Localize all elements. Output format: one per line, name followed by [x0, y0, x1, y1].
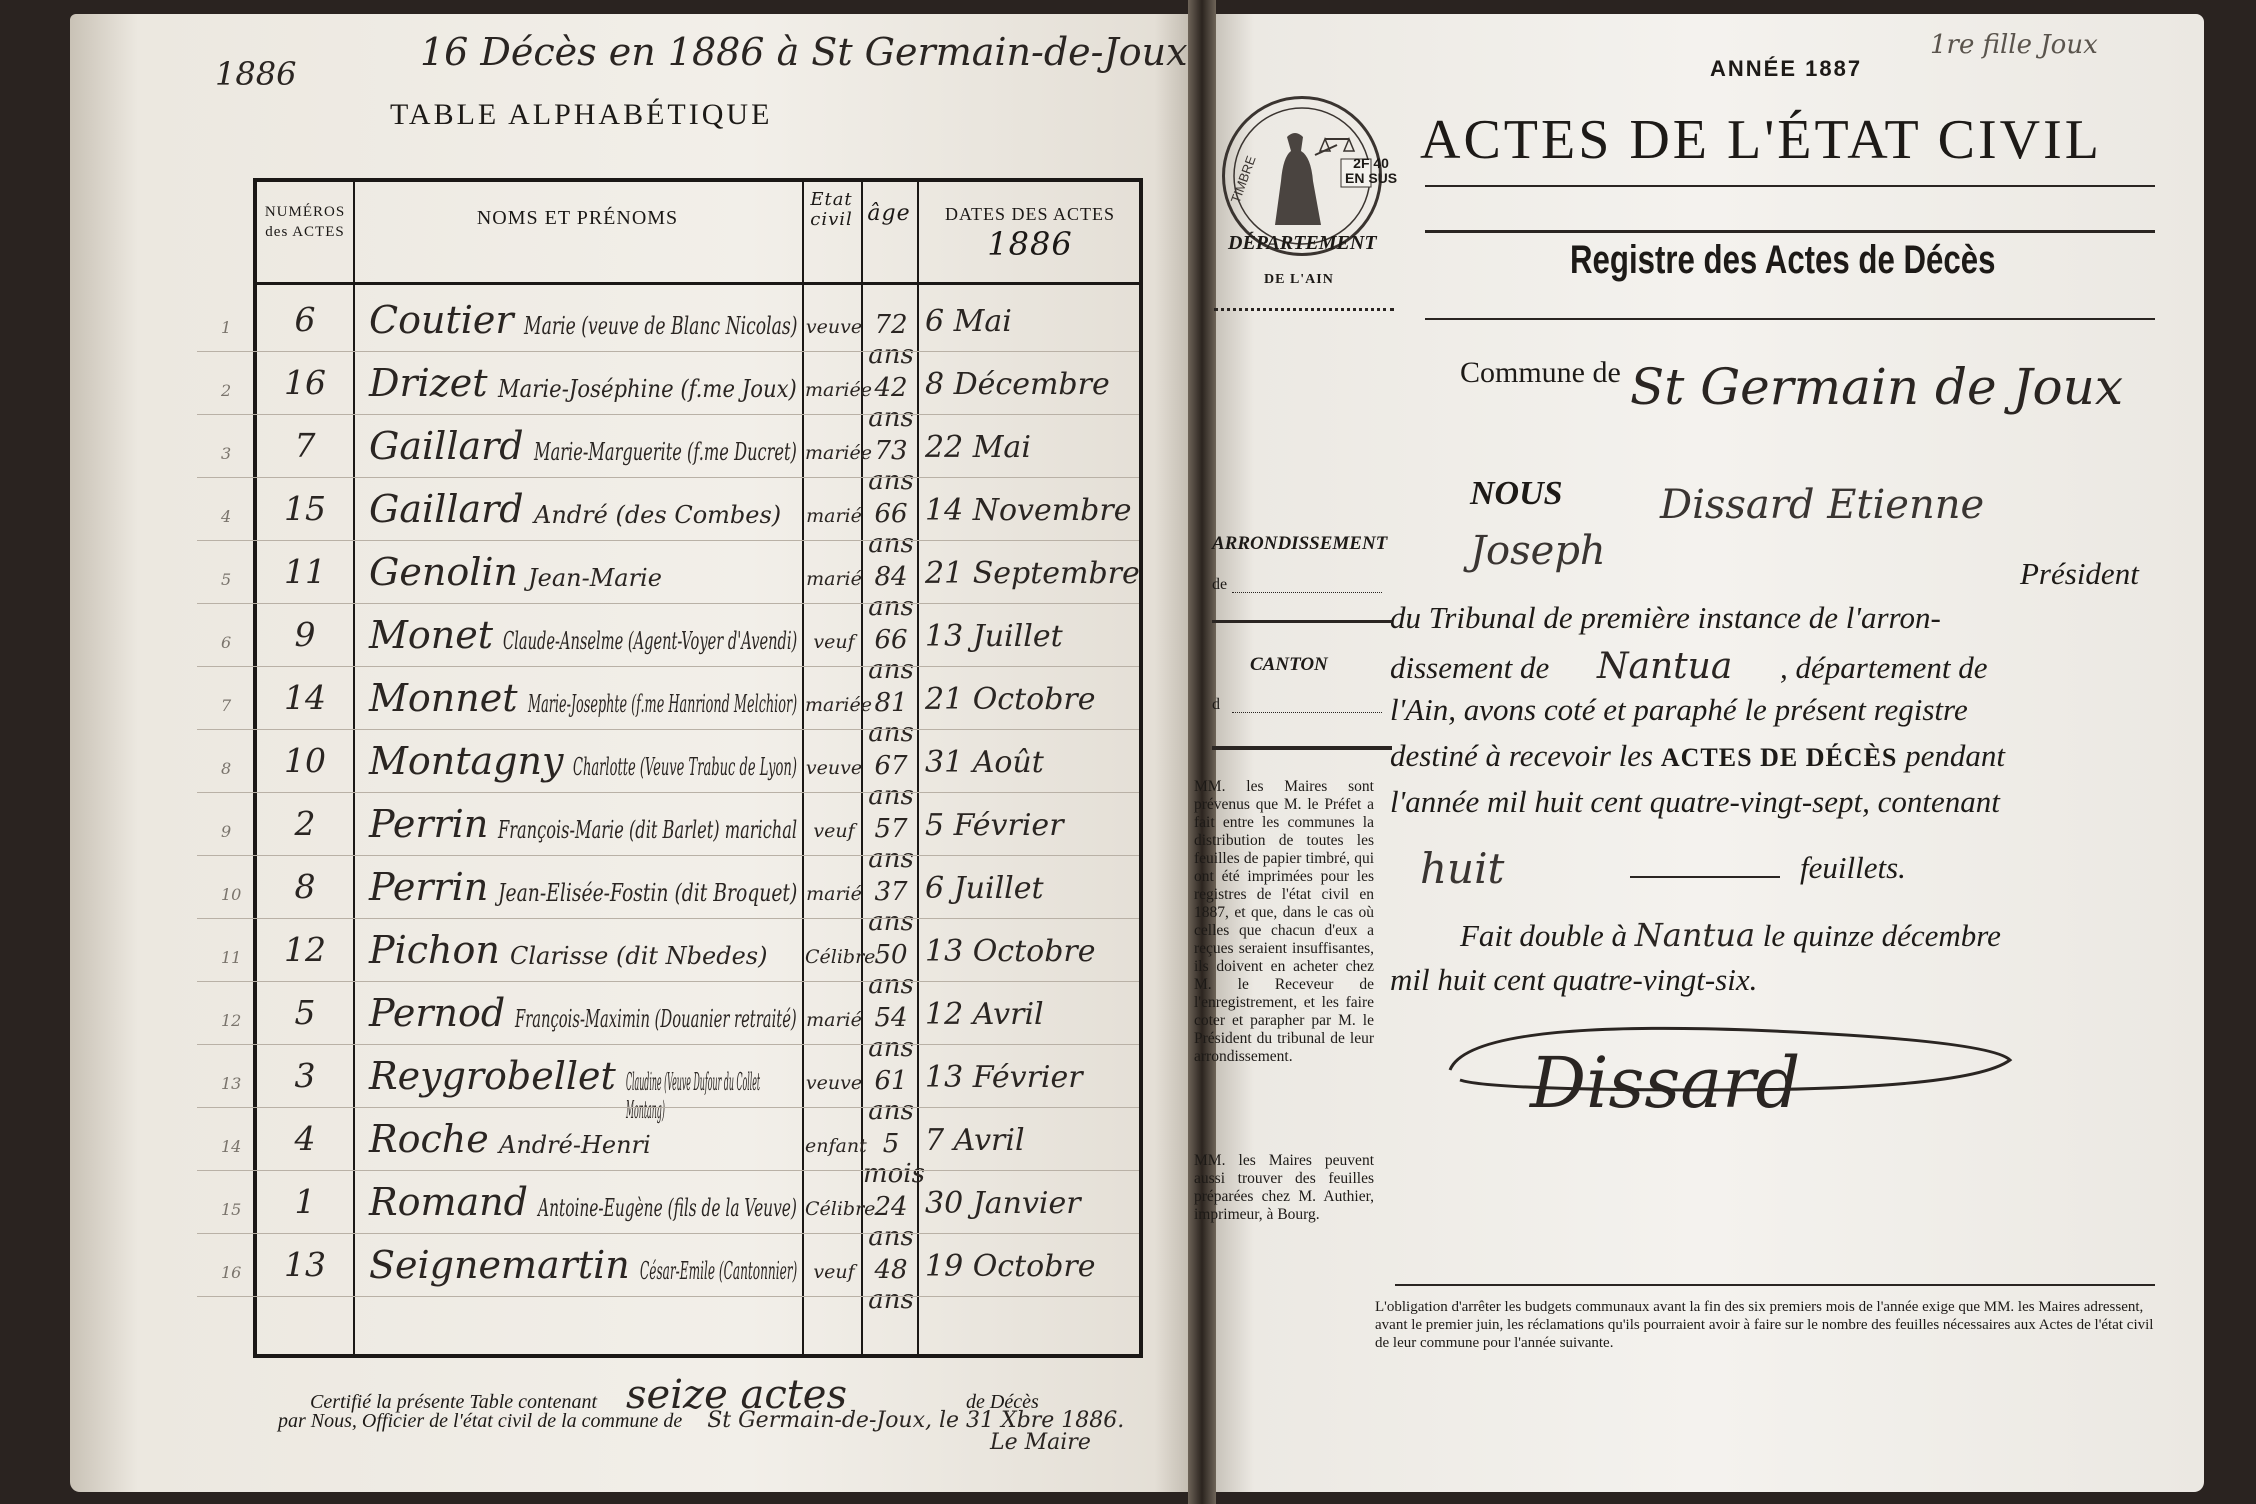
cert-commune-date: St Germain-de-Joux, le 31 Xbre 1886. — [707, 1408, 1125, 1433]
row-civil-status: veuf — [813, 1261, 855, 1283]
row-given-names: Claude-Anselme (Agent-Voyer d'Avendi) — [503, 627, 798, 655]
row-age: 50 ans — [868, 940, 914, 1000]
row-surname: Romand — [369, 1180, 528, 1224]
table-row — [221, 292, 1147, 370]
row-age: 57 ans — [868, 814, 914, 874]
header-numeros: NUMÉROS des ACTES — [264, 204, 346, 240]
row-given-names: Antoine-Eugène (fils de la Veuve) — [538, 1194, 797, 1222]
row-line-number: 2 — [221, 381, 232, 400]
text: pendant — [1905, 738, 2006, 773]
row-civil-status: mariée — [805, 442, 872, 464]
row-line-number: 5 — [221, 570, 232, 589]
row-line-number: 9 — [221, 822, 232, 841]
row-given-names: Jean-Marie — [528, 564, 662, 592]
table-row — [221, 670, 1147, 748]
cert-signature: Le Maire — [990, 1430, 1091, 1455]
table-row — [221, 1237, 1147, 1315]
ruled-line — [197, 918, 1139, 919]
row-line-number: 12 — [221, 1011, 242, 1030]
row-age: 24 ans — [868, 1192, 914, 1252]
row-given-names: Claudine (Veuve Dufour du Collet Montang) — [626, 1068, 761, 1124]
row-date: 21 Octobre — [925, 682, 1096, 717]
row-line-number: 15 — [221, 1200, 242, 1219]
header-etat: Etat civil — [810, 189, 853, 230]
ruled-line — [197, 477, 1139, 478]
cert-count: seize actes — [626, 1372, 847, 1418]
margin-note-1: MM. les Maires sont prévenus que M. le Préfet a fait entre les communes la distribution de toutes les feuilles de papier timbré, qui ont été imprimées pour les registres de l'état civil en 1887, et que, dans le cas où celles que chacun d'eux a reçues seraient insuffisantes, ils doivent en acheter chez M. le Receveur de l'enregistrement, et les faire coter et parapher par M. le Président du tribunal de leur arrondissement. — [1194, 778, 1374, 1065]
row-given-names: Charlotte (Veuve Trabuc de Lyon) — [573, 753, 797, 781]
row-civil-status: veuf — [813, 631, 855, 653]
book-spine — [1188, 0, 1216, 1504]
row-line-number: 11 — [221, 948, 242, 967]
row-surname: Monnet — [369, 676, 518, 720]
row-act-number: 16 — [284, 363, 326, 402]
row-civil-status: Célibre — [805, 946, 876, 968]
table-row — [221, 481, 1147, 559]
row-act-number: 14 — [284, 678, 326, 717]
row-surname: Gaillard — [369, 424, 524, 468]
footnote: L'obligation d'arrêter les budgets communaux avant la fin des six premiers mois de l'année exige que MM. les Maires adressent, avant le premier juin, les réclamations qu'ils pourraient avoir à faire sur le nombre des feuilles nécessaires aux Actes de l'état civil de leur commune pour l'année suivante. — [1375, 1299, 2154, 1351]
divider — [1425, 318, 2155, 320]
row-act-number: 5 — [294, 993, 316, 1032]
row-given-names: Marie-Josephte (f.me Hanriond Melchior) — [528, 690, 798, 718]
row-civil-status: mariée — [805, 379, 872, 401]
row-act-number: 3 — [294, 1056, 316, 1095]
table-row — [221, 544, 1147, 622]
row-line-number: 16 — [221, 1263, 242, 1282]
ruled-line — [197, 603, 1139, 604]
row-civil-status: marié — [806, 568, 862, 590]
nous-label: NOUS — [1470, 475, 1563, 512]
row-date: 12 Avril — [925, 997, 1044, 1032]
president-name: Dissard Etienne — [1660, 482, 1985, 528]
table-row — [221, 733, 1147, 811]
row-surname: Seignemartin — [369, 1243, 630, 1287]
row-surname: Drizet — [369, 361, 488, 405]
fill-line — [1630, 876, 1780, 878]
row-line-number: 13 — [221, 1074, 242, 1093]
ruled-line — [197, 1107, 1139, 1108]
corner-note: 1re fille Joux — [1930, 30, 2098, 60]
divider — [1212, 746, 1392, 750]
row-line-number: 4 — [221, 507, 232, 526]
row-given-names: André-Henri — [499, 1131, 651, 1159]
canton-d: d — [1212, 696, 1220, 713]
canton-label: CANTON — [1250, 654, 1328, 675]
row-act-number: 10 — [284, 741, 326, 780]
row-surname: Reygrobellet — [369, 1054, 616, 1098]
row-date: 6 Mai — [925, 304, 1012, 339]
table-row — [221, 985, 1147, 1063]
row-line-number: 14 — [221, 1137, 242, 1156]
ruled-line — [197, 1170, 1139, 1171]
row-age: 42 ans — [868, 373, 914, 433]
row-surname: Perrin — [369, 865, 489, 909]
arrondissement-value: Nantua — [1597, 646, 1733, 687]
row-given-names: Clarisse (dit Nbedes) — [510, 942, 768, 970]
register-title: Registre des Actes de Décès — [1570, 238, 1996, 282]
table-row — [221, 922, 1147, 1000]
table-row — [221, 418, 1147, 496]
row-act-number: 7 — [294, 426, 316, 465]
row-surname: Pernod — [369, 991, 506, 1035]
ruled-line — [197, 1296, 1139, 1297]
row-civil-status: enfant — [805, 1135, 867, 1157]
seal-text: TIMBRE — [1227, 153, 1259, 206]
row-act-number: 2 — [294, 804, 316, 843]
header-age: âge — [867, 201, 911, 226]
fill-line — [1232, 592, 1382, 593]
ruled-line — [197, 1044, 1139, 1045]
footnote-rule — [1395, 1284, 2155, 1286]
row-act-number: 12 — [284, 930, 326, 969]
row-given-names: César-Emile (Cantonnier) — [640, 1257, 798, 1285]
row-line-number: 7 — [221, 696, 232, 715]
table-row — [221, 796, 1147, 874]
table-row — [221, 607, 1147, 685]
text: , département de — [1780, 650, 1988, 685]
row-act-number: 11 — [284, 552, 326, 591]
row-age: 66 ans — [868, 499, 914, 559]
table-row — [221, 1048, 1147, 1126]
row-civil-status: marié — [806, 883, 862, 905]
signature-flourish — [1440, 1010, 2080, 1130]
fait-line — [1460, 916, 2001, 954]
row-act-number: 4 — [294, 1119, 316, 1158]
row-civil-status: veuf — [813, 820, 855, 842]
ruled-line — [197, 540, 1139, 541]
row-act-number: 15 — [284, 489, 326, 528]
row-age: 81 ans — [868, 688, 914, 748]
text-line-4 — [1390, 738, 2005, 774]
text-line-1: du Tribunal de première instance de l'arron- — [1390, 600, 1941, 635]
row-date: 14 Novembre — [925, 493, 1132, 528]
row-date: 6 Juillet — [925, 871, 1044, 906]
row-given-names: Marie (veuve de Blanc Nicolas) — [524, 312, 798, 340]
row-age: 73 ans — [868, 436, 914, 496]
row-date: 8 Décembre — [925, 367, 1110, 402]
row-age: 67 ans — [868, 751, 914, 811]
arrondissement-label: ARRONDISSEMENT — [1212, 533, 1388, 554]
row-date: 31 Août — [925, 745, 1044, 780]
seal-department: DÉPARTEMENT — [1228, 232, 1377, 254]
row-surname: Coutier — [369, 298, 514, 342]
header-dates: DATES DES ACTES — [944, 204, 1116, 224]
row-surname: Gaillard — [369, 487, 524, 531]
table-row — [221, 1174, 1147, 1252]
row-date: 22 Mai — [925, 430, 1031, 465]
row-age: 54 ans — [868, 1003, 914, 1063]
fait-line-2: mil huit cent quatre-vingt-six. — [1390, 962, 1758, 997]
row-civil-status: marié — [806, 505, 862, 527]
ruled-line — [197, 729, 1139, 730]
row-date: 30 Janvier — [925, 1186, 1081, 1221]
header-dates-year: 1886 — [987, 225, 1073, 263]
year-corner: 1886 — [215, 55, 297, 93]
ruled-line — [197, 855, 1139, 856]
row-date: 21 Septembre — [925, 556, 1140, 591]
president-signature: Dissard — [1530, 1042, 1801, 1124]
row-date: 5 Février — [925, 808, 1064, 843]
row-age: 61 ans — [868, 1066, 914, 1126]
ruled-line — [197, 792, 1139, 793]
row-age: 72 ans — [868, 310, 914, 370]
row-age: 66 ans — [868, 625, 914, 685]
row-age: 84 ans — [868, 562, 914, 622]
divider — [1212, 620, 1392, 623]
row-civil-status: veuve — [805, 1072, 863, 1094]
text-line-5: l'année mil huit cent quatre-vingt-sept, contenant — [1390, 784, 2000, 819]
row-date: 13 Juillet — [925, 619, 1063, 654]
row-given-names: Marie-Joséphine (f.me Joux) — [498, 375, 797, 403]
feuillets-label: feuillets. — [1800, 850, 1906, 885]
row-line-number: 10 — [221, 885, 242, 904]
seal-value: 2F 40 EN SUS — [1345, 155, 1398, 186]
fill-line — [1232, 712, 1382, 713]
margin-note-2: MM. les Maires peuvent aussi trouver des feuilles préparées chez M. Authier, imprimeur, à Bourg. — [1194, 1152, 1374, 1223]
divider — [1425, 230, 2155, 233]
row-age: 5 mois — [863, 1129, 925, 1189]
divider — [1425, 185, 2155, 187]
row-act-number: 6 — [294, 300, 316, 339]
commune-value: St Germain de Joux — [1630, 358, 2124, 416]
row-line-number: 1 — [221, 318, 232, 337]
row-date: 7 Avril — [925, 1123, 1025, 1158]
row-date: 19 Octobre — [925, 1249, 1096, 1284]
fait-place: Nantua — [1634, 916, 1756, 954]
row-surname: Genolin — [369, 550, 518, 594]
row-given-names: François-Maximin (Douanier retraité) — [515, 1005, 797, 1033]
row-age: 37 ans — [868, 877, 914, 937]
text-line-2 — [1390, 646, 1988, 687]
text: dissement de — [1390, 650, 1550, 685]
row-date: 13 Février — [925, 1060, 1083, 1095]
row-civil-status: marié — [806, 1009, 862, 1031]
row-surname: Monet — [369, 613, 494, 657]
row-act-number: 1 — [294, 1182, 316, 1221]
row-act-number: 9 — [294, 615, 316, 654]
row-surname: Pichon — [369, 928, 500, 972]
death-index-table — [221, 178, 1143, 1358]
row-line-number: 8 — [221, 759, 232, 778]
text-line-3: l'Ain, avons coté et paraphé le présent registre — [1390, 692, 1968, 727]
row-surname: Perrin — [369, 802, 489, 846]
cert-text: Certifié la présente Table contenant — [310, 1391, 598, 1413]
row-civil-status: veuve — [805, 757, 863, 779]
row-act-number: 13 — [284, 1245, 326, 1284]
text: destiné à recevoir les — [1390, 738, 1654, 773]
row-line-number: 6 — [221, 633, 232, 652]
ruled-line — [197, 981, 1139, 982]
row-given-names: Marie-Marguerite (f.me Ducret) — [534, 438, 797, 466]
ruled-line — [197, 666, 1139, 667]
row-civil-status: veuve — [805, 316, 863, 338]
row-given-names: François-Marie (dit Barlet) marichal — [498, 816, 798, 844]
row-age: 48 ans — [868, 1255, 914, 1315]
top-note: 16 Décès en 1886 à St Germain-de-Joux — [420, 30, 1188, 74]
row-civil-status: mariée — [805, 694, 872, 716]
table-row — [221, 859, 1147, 937]
row-line-number: 3 — [221, 444, 232, 463]
commune-label: Commune de — [1460, 356, 1621, 389]
president-label: Président — [2020, 556, 2139, 591]
text: le quinze décembre — [1762, 918, 2001, 953]
row-surname: Roche — [369, 1117, 489, 1161]
header-noms: NOMS ET PRÉNOMS — [476, 207, 679, 229]
seal-ain: DE L'AIN — [1264, 272, 1334, 287]
header-rule — [257, 282, 1139, 285]
cert-text: de Décès — [966, 1391, 1039, 1413]
table-row — [221, 1111, 1147, 1189]
text: Fait double à — [1460, 918, 1628, 953]
president-forename: Joseph — [1470, 528, 1606, 574]
row-surname: Montagny — [369, 739, 564, 783]
ruled-line — [197, 414, 1139, 415]
row-given-names: Jean-Elisée-Fostin (dit Broquet) — [498, 879, 798, 907]
row-given-names: André (des Combes) — [534, 501, 782, 529]
cert-text: par Nous, Officier de l'état civil de la commune de — [278, 1410, 683, 1432]
text-emph: ACTES DE DÉCÈS — [1660, 743, 1898, 772]
table-row — [221, 355, 1147, 433]
year-heading: ANNÉE 1887 — [1710, 56, 1863, 81]
divider — [1214, 308, 1394, 311]
feuillets-count: huit — [1420, 844, 1505, 893]
main-title: ACTES DE L'ÉTAT CIVIL — [1420, 109, 2102, 171]
table-title: TABLE ALPHABÉTIQUE — [390, 98, 773, 131]
row-act-number: 8 — [294, 867, 316, 906]
ruled-line — [197, 1233, 1139, 1234]
row-civil-status: Célibre — [805, 1198, 876, 1220]
ruled-line — [197, 351, 1139, 352]
arrondissement-de: de — [1212, 576, 1228, 593]
row-date: 13 Octobre — [925, 934, 1096, 969]
